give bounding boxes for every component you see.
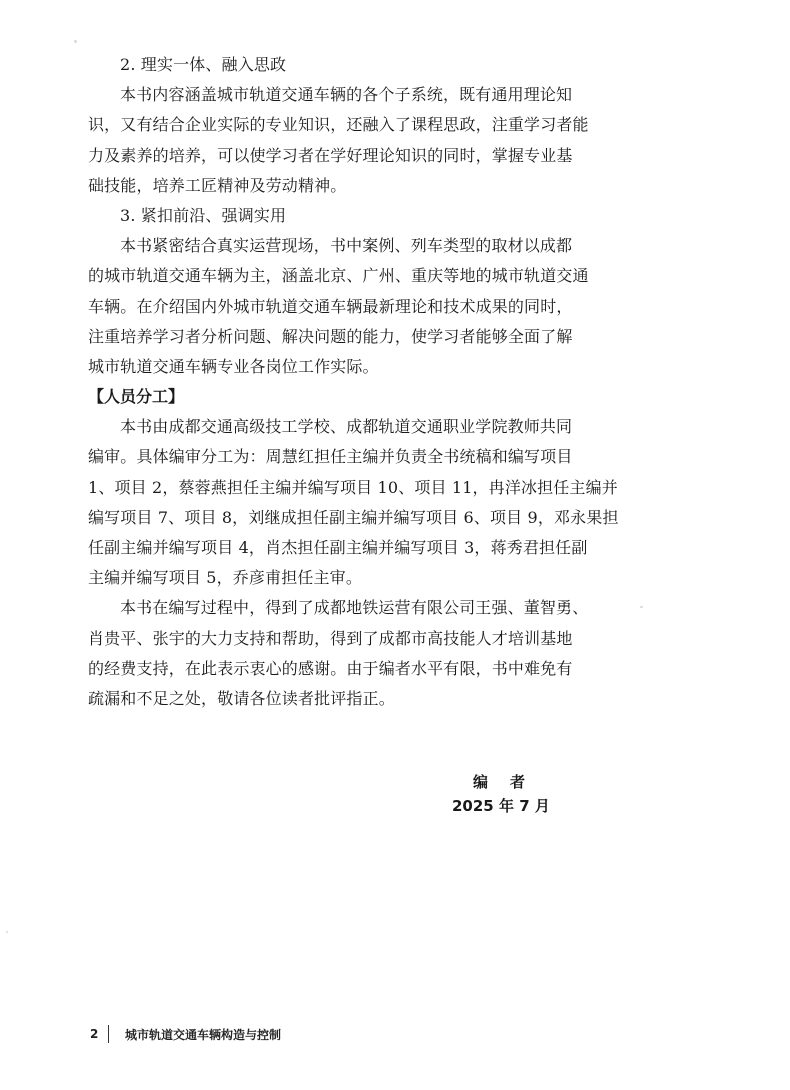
page-number: 2: [90, 1027, 99, 1041]
paragraph-line: 1、项目 2，蔡蓉燕担任主编并编写项目 10、项目 11，冉洋冰担任主编并: [88, 477, 618, 497]
paragraph-line: 力及素养的培养，可以使学习者在学好理论知识的同时，掌握专业基: [88, 145, 573, 165]
paragraph-line: 本书内容涵盖城市轨道交通车辆的各个子系统，既有通用理论知: [120, 85, 573, 105]
scan-speck: [74, 40, 77, 43]
body-text: [88, 50, 619, 714]
page-footer: [90, 1024, 281, 1044]
paragraph-line: 的经费支持，在此表示衷心的感谢。由于编者水平有限，书中难免有: [88, 658, 573, 678]
paragraph-line: 识，又有结合企业实际的专业知识，还融入了课程思政，注重学习者能: [88, 115, 589, 135]
paragraph-line: 础技能，培养工匠精神及劳动精神。: [88, 175, 347, 195]
paragraph-line: 本书紧密结合真实运营现场，书中案例、列车类型的取材以成都: [120, 236, 573, 256]
paragraph-line: 车辆。在介绍国内外城市轨道交通车辆最新理论和技术成果的同时，: [88, 296, 573, 316]
paragraph-line: 本书由成都交通高级技工学校、成都轨道交通职业学院教师共同: [120, 417, 573, 437]
paragraph-line: 城市轨道交通车辆专业各岗位工作实际。: [88, 356, 379, 376]
subheading-2: 2. 理实一体、融入思政: [120, 55, 287, 74]
paragraph-line: 肖贵平、张宇的大力支持和帮助，得到了成都市高技能人才培训基地: [88, 628, 573, 648]
scan-speck: [6, 931, 8, 933]
scan-speck: [640, 606, 643, 608]
paragraph-line: 注重培养学习者分析问题、解决问题的能力，使学习者能够全面了解: [88, 326, 573, 346]
subheading-3: 3. 紧扣前沿、强调实用: [120, 205, 287, 225]
footer-divider: [108, 1025, 109, 1043]
paragraph-line: 任副主编并编写项目 4，肖杰担任副主编并编写项目 3，蒋秀君担任副: [88, 538, 588, 557]
paragraph-line: 编写项目 7、项目 8，刘继成担任副主编并编写项目 6、项目 9，邓永果担: [88, 507, 619, 527]
paragraph-line: 主编并编写项目 5，乔彦甫担任主审。: [88, 568, 362, 588]
paragraph-line: 编审。具体编审分工为：周慧红担任主编并负责全书统稿和编写项目: [88, 447, 573, 467]
signature-editor: 编者: [473, 773, 548, 791]
paragraph-line: 本书在编写过程中，得到了成都地铁运营有限公司王强、董智勇、: [120, 598, 589, 618]
paragraph-line: 疏漏和不足之处，敬请各位读者批评指正。: [88, 688, 395, 708]
signature-date: 2025 年 7 月: [452, 797, 550, 815]
paragraph-line: 的城市轨道交通车辆为主，涵盖北京、广州、重庆等地的城市轨道交通: [88, 266, 589, 286]
running-title: 城市轨道交通车辆构造与控制: [125, 1027, 282, 1042]
section-heading-staff: 【人员分工】: [88, 387, 185, 407]
